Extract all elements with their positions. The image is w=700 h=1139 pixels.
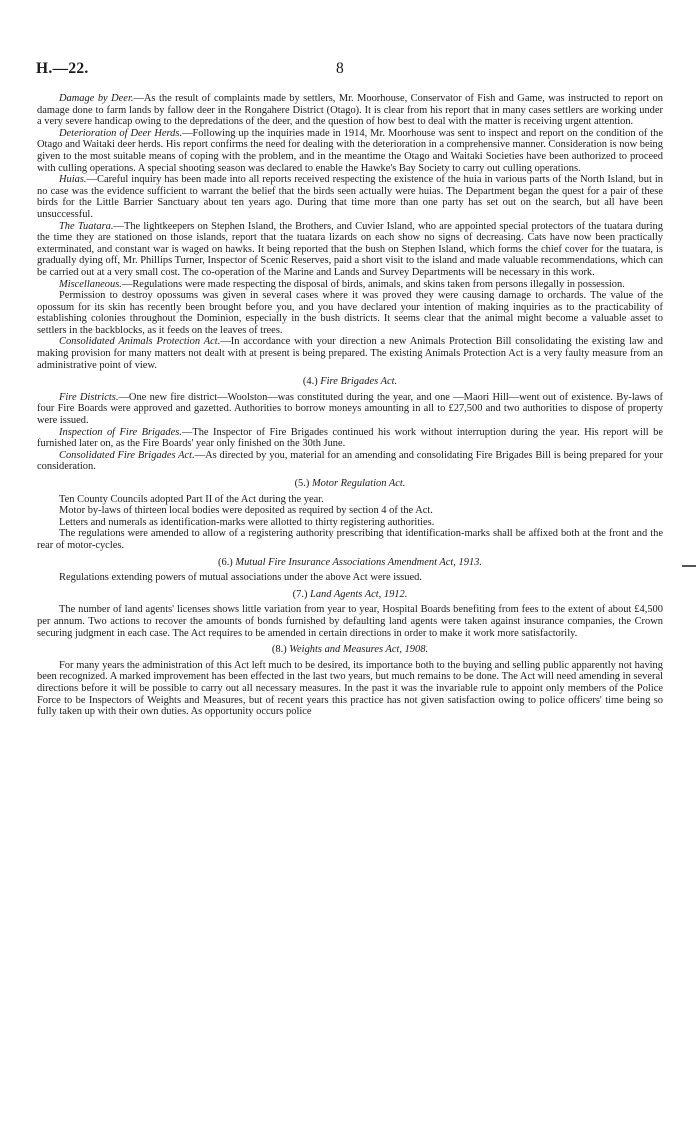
page-header	[36, 60, 664, 82]
section-title: Motor Regulation Act.	[311, 478, 406, 489]
paragraph-motor-2	[37, 505, 663, 517]
paragraph-mutual-1	[37, 572, 663, 584]
paragraph-lead: Damage by Deer.	[59, 93, 134, 104]
section-heading-fire-brigades	[37, 376, 663, 388]
document-reference: H.—22.	[36, 60, 89, 77]
paragraph-text: Regulations extending powers of mutual associations under the above Act were issued.	[59, 572, 422, 584]
paragraph-fire-inspection	[37, 427, 663, 450]
paragraph-lead: Fire Districts.	[59, 391, 119, 403]
paragraph-opossums	[37, 290, 663, 336]
paragraph-huias	[37, 174, 663, 220]
paragraph-text: The number of land agents' licenses shows little variation from year to year, Hospital Boards benefiting from fees to the extent of about £4,500 per annum. Two actions to recover the amounts of bonds furnished by defaulting land agents were taken against insurance companies, the Crown securing judgment in each case. The Act requires to be amended in certain directions in order to make it work more satisfactorily.	[37, 604, 663, 639]
paragraph-lead: Consolidated Animals Protection Act.	[59, 336, 221, 348]
paragraph-text: —Regulations were made respecting the disposal of birds, animals, and skins taken from persons illegally in possession.	[121, 278, 625, 290]
section-title: Land Agents Act, 1912.	[310, 588, 408, 600]
paragraph-text: For many years the administration of this Act left much to be desired, its importance both to the buying and selling public apparently not having been recognized. A marked improvement has been effected in the last two years, but much remains to be done. The Act will need amending in several directions before it will be possible to carry out all necessary measures. In the past it was the invariable rule to appoint only members of the Police Force to be Inspectors of Weights and Measures, but of recent years this practice has not given satisfaction owing to police officers' time being so fully taken up with their own duties. As opportunity occurs police	[37, 659, 663, 718]
paragraph-animals-act	[37, 336, 663, 371]
paragraph-lead: The Tuatara.	[59, 220, 114, 232]
paragraph-land-1	[37, 604, 663, 639]
section-title: Fire Brigades Act.	[320, 376, 398, 388]
paragraph-deer-damage	[37, 93, 663, 128]
paragraph-text: Ten County Councils adopted Part II of the Act during the year.	[59, 493, 324, 505]
paragraph-text: —One new fire district—Woolston—was constituted during the year, and one —Maori Hill—went out of existence. By-laws of four Fire Boards were approved and gazetted. Authorities to borrow moneys amounting in all to £27,500 and two authorities to dispose of property were issued.	[37, 391, 663, 427]
paragraph-deer-herds	[37, 128, 663, 174]
paragraph-text: Motor by-laws of thirteen local bodies were deposited as required by section 4 of the Act.	[59, 505, 433, 517]
paragraph-text: The regulations were amended to allow of a registering authority prescribing that identification-marks shall be affixed both at the front and the rear of motor-cycles.	[37, 528, 663, 551]
document-body	[37, 93, 663, 718]
paragraph-miscellaneous	[37, 279, 663, 291]
paragraph-text: —As directed by you, material for an amending and consolidating Fire Brigades Bill is being prepared for your consideration.	[37, 449, 663, 473]
paragraph-lead: Huias.	[59, 174, 87, 186]
paragraph-fire-districts	[37, 392, 663, 427]
paragraph-text: —Following up the inquiries made in 1914, Mr. Moorhouse was sent to inspect and report on the condition of the Otago and Waitaki deer herds. His report confirms the need for dealing with the deterioration in a comprehensive manner. Consideration is now being given to the most suitable means of coping with the problem, and in the meantime the Otago and Waitaki Societies have been authorized to proceed with culling operations. A special shooting season was declared to enable the Hawke's Bay Society to carry out culling operations.	[37, 127, 664, 174]
paragraph-text: —Careful inquiry has been made into all reports received respecting the existence of the huia in various parts of the North Island, but in no case was the evidence sufficient to warrant the belief that the birds seen actually were huias. The Department began the quest for a pair of these birds for the Little Barrier Sanctuary about ten years ago. During that time more than one party has set out on the search, but all have been unsuccessful.	[37, 174, 663, 220]
paragraph-text: —The Inspector of Fire Brigades continued his work without interruption during the year. His report will be furnished later on, as the Fire Boards' year only finished on the 30th June.	[37, 426, 663, 450]
paragraph-lead: Miscellaneous.	[59, 278, 122, 290]
paragraph-motor-4	[37, 528, 663, 551]
paragraph-lead: Deterioration of Deer Herds.	[59, 127, 183, 139]
section-heading-weights-measures	[37, 644, 663, 656]
paragraph-weights-1	[37, 660, 663, 718]
section-number: (4.)	[302, 376, 318, 388]
paragraph-motor-1	[37, 494, 663, 506]
margin-mark	[682, 565, 696, 567]
paragraph-tuatara	[37, 221, 663, 279]
section-number: (7.)	[292, 588, 308, 600]
section-number: (8.)	[271, 644, 287, 656]
section-heading-land-agents	[37, 589, 663, 601]
paragraph-text: Permission to destroy opossums was given in several cases where it was proved they were causing damage to orchards. The value of the opossum for its skin has recently been brought before you, and you have declared your intention of making inquiries as to the practicability of establishing colonies throughout the Dominion, especially in the bush districts. It seems clear that the animal might become a valuable asset to settlers in the backblocks, as it feeds on the leaves of trees.	[37, 290, 663, 336]
section-heading-mutual-fire	[37, 557, 663, 569]
section-number: (6.)	[218, 556, 233, 568]
paragraph-lead: Consolidated Fire Brigades Act.	[59, 449, 195, 461]
paragraph-text: —The lightkeepers on Stephen Island, the Brothers, and Cuvier Island, who are appointed special protectors of the tuatara during the time they are stationed on those islands, report that the tuatara lizards on each show no signs of decreasing. Cats have now been practically exterminated, and constant war is waged on hawks. It being reported that the bush on Stephen Island, which forms the chief cover for the tuatara, is gradually dying off, Mr. Phillips Turner, Inspector of Scenic Reserves, paid a short visit to the island and made valuable recommendations, which can be carried out at a very small cost. The co-operation of the Marine and Lands and Survey Departments will be necessary in this work.	[37, 220, 663, 278]
paragraph-text: —In accordance with your direction a new Animals Protection Bill consolidating the existing law and making provision for many matters not dealt with at present is being prepared. The existing Animals Protection Act is a very faulty measure from an administrative point of view.	[37, 336, 663, 371]
page-number: 8	[336, 60, 344, 77]
paragraph-text: Letters and numerals as identification-marks were allotted to thirty registering authorities.	[59, 516, 435, 528]
paragraph-lead: Inspection of Fire Brigades.	[59, 426, 182, 438]
section-number: (5.)	[294, 478, 310, 489]
section-title: Mutual Fire Insurance Associations Amendment Act, 1913.	[235, 556, 482, 568]
section-title: Weights and Measures Act, 1908.	[289, 644, 429, 656]
paragraph-fire-bill	[37, 450, 663, 473]
section-heading-motor-regulation	[37, 478, 663, 490]
paragraph-motor-3	[37, 517, 663, 529]
paragraph-text: —As the result of complaints made by settlers, Mr. Moorhouse, Conservator of Fish and Game, was instructed to report on damage done to farm lands by fallow deer in the Rongahere District (Otago). It is clear from his report that in many cases settlers are working under a very severe handicap owing to the depredations of the deer, and the question of how best to deal with the matter is receiving urgent attention.	[37, 93, 663, 128]
